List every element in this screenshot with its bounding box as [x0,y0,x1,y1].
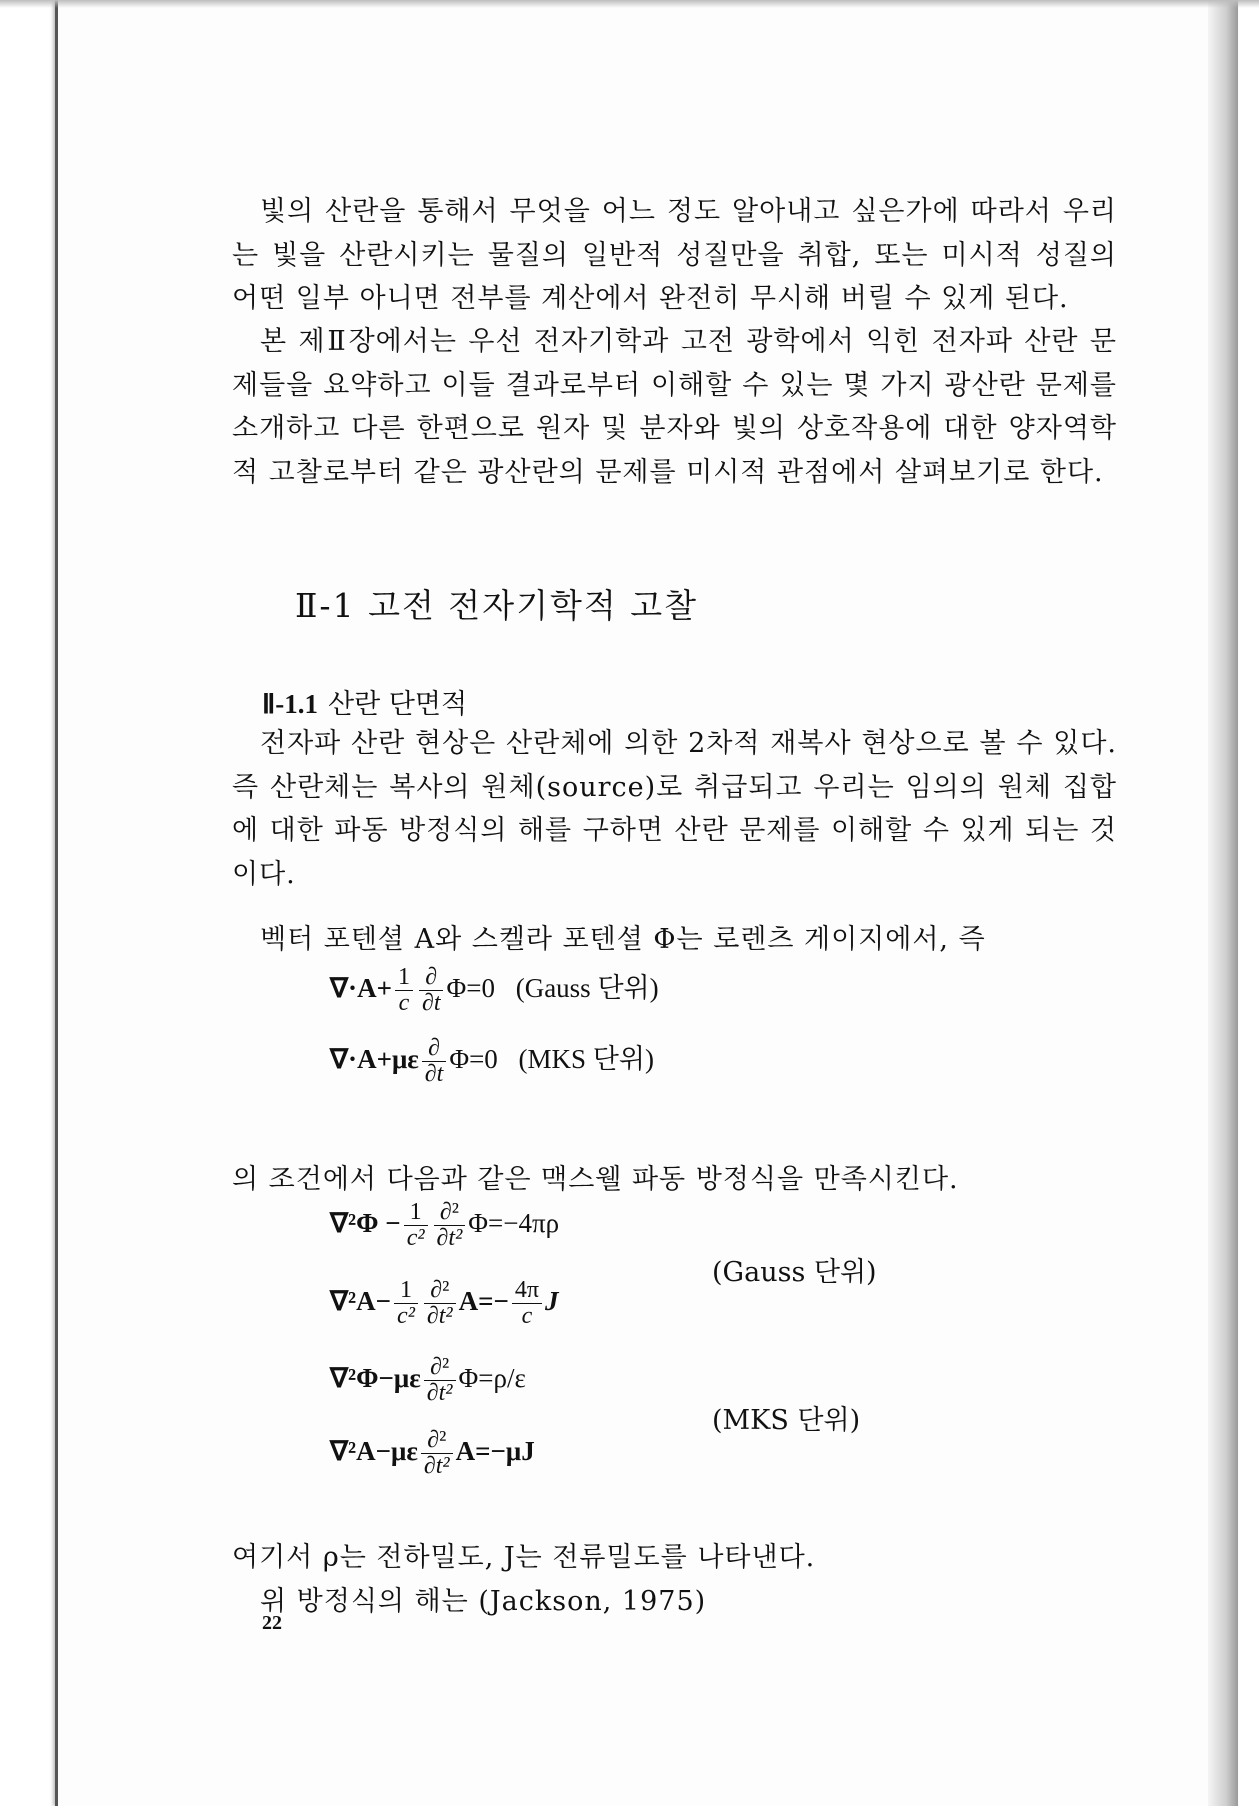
derivative-fraction: $\frac{\text{∂²}}{\text{∂t²}}$ [424,1355,456,1406]
unit-label-mks: (MKS 단위) [712,1405,861,1436]
fraction: $\frac{1}{\text{c²}}$ [404,1200,428,1251]
equation-wave-phi-gauss: ∇²Φ − $\frac{1}{\text{c²}}$ $\frac{\text{∂²}}{\text{∂t²}}$ Φ=−4πρ [330,1199,560,1252]
paragraph-potentials: 벡터 포텐셜 A와 스켈라 포텐셜 Φ는 로렌츠 게이지에서, 즉 [260,924,986,955]
subsection-label: 산란 단면적 [328,689,468,720]
paragraph-condition: 의 조건에서 다음과 같은 맥스웰 파동 방정식을 만족시킨다. [232,1164,959,1195]
paragraph-chapter-overview: 본 제Ⅱ장에서는 우선 전자기학과 고전 광학에서 익힌 전자파 산란 문제들을 요약하고 이들 결과로부터 이해할 수 있는 몇 가지 광산란 문제를 소개하고 다른 한편으로 원자 및 분자와 빛의 상호작용에 대한 양자역학적 고찰로부터 같은 광산란의 문제를 미시적 관점에서 살펴보기로 한다. [232,326,1117,488]
unit-label-gauss: (Gauss 단위) [712,1257,877,1288]
fraction: $\frac{1}{\text{c²}}$ [394,1278,418,1329]
equation-gauge-gauss: ∇·A+ $\frac{1}{c}$ $\frac{\partial}{\partial t}$ Φ=0 (Gauss 단위) [330,964,659,1017]
page-edge-shadow [1208,0,1238,1806]
equation-wave-phi-mks: ∇²Φ−με $\frac{\text{∂²}}{\text{∂t²}}$ Φ=ρ/ε [330,1354,526,1407]
derivative-fraction: $\frac{\partial}{\partial t}$ [419,965,444,1016]
page-number: 22 [262,1612,282,1634]
derivative-fraction: $\frac{\text{∂²}}{\text{∂t²}}$ [421,1428,453,1479]
paragraph-definitions: 여기서 ρ는 전하밀도, J는 전류밀도를 나타낸다. [232,1542,816,1573]
fraction: $\frac{1}{c}$ [395,965,413,1016]
equation-gauge-mks: ∇·A+με $\frac{\partial}{\partial t}$ Φ=0 (MKS 단위) [330,1035,654,1088]
fraction: $\frac{4\pi}{c}$ [512,1278,542,1329]
derivative-fraction: $\frac{\partial}{\partial t}$ [422,1036,447,1087]
equation-wave-a-gauss: ∇²A− $\frac{1}{\text{c²}}$ $\frac{\text{∂²}}{\text{∂t²}}$ A=− $\frac{4\pi}{c}$ J [330,1277,559,1330]
subsection-number: Ⅱ-1.1 [262,689,319,719]
paragraph-intro: 빛의 산란을 통해서 무엇을 어느 정도 알아내고 싶은가에 따라서 우리는 빛을 산란시키는 물질의 일반적 성질만을 취합, 또는 미시적 성질의 어떤 일부 아니면 전부를 계산에서 완전히 무시해 버릴 수 있게 된다. [232,196,1117,314]
subsection-title [262,682,467,721]
paragraph-solution: 위 방정식의 해는 (Jackson, 1975) [260,1586,707,1617]
section-title: Ⅱ-1 고전 전자기학적 고찰 [295,586,698,625]
equation-wave-a-mks: ∇²A−με $\frac{\text{∂²}}{\text{∂t²}}$ A=−μJ [330,1427,535,1480]
paragraph-scattering: 전자파 산란 현상은 산란체에 의한 2차적 재복사 현상으로 볼 수 있다. 즉 산란체는 복사의 원체(source)로 취급되고 우리는 임의의 원체 집합에 대한 파동 방정식의 해를 구하면 산란 문제를 이해할 수 있게 되는 것이다. [232,728,1117,890]
derivative-fraction: $\frac{\text{∂²}}{\text{∂t²}}$ [424,1278,456,1329]
derivative-fraction: $\frac{\text{∂²}}{\text{∂t²}}$ [434,1200,466,1251]
top-edge-shadow [0,0,1259,8]
